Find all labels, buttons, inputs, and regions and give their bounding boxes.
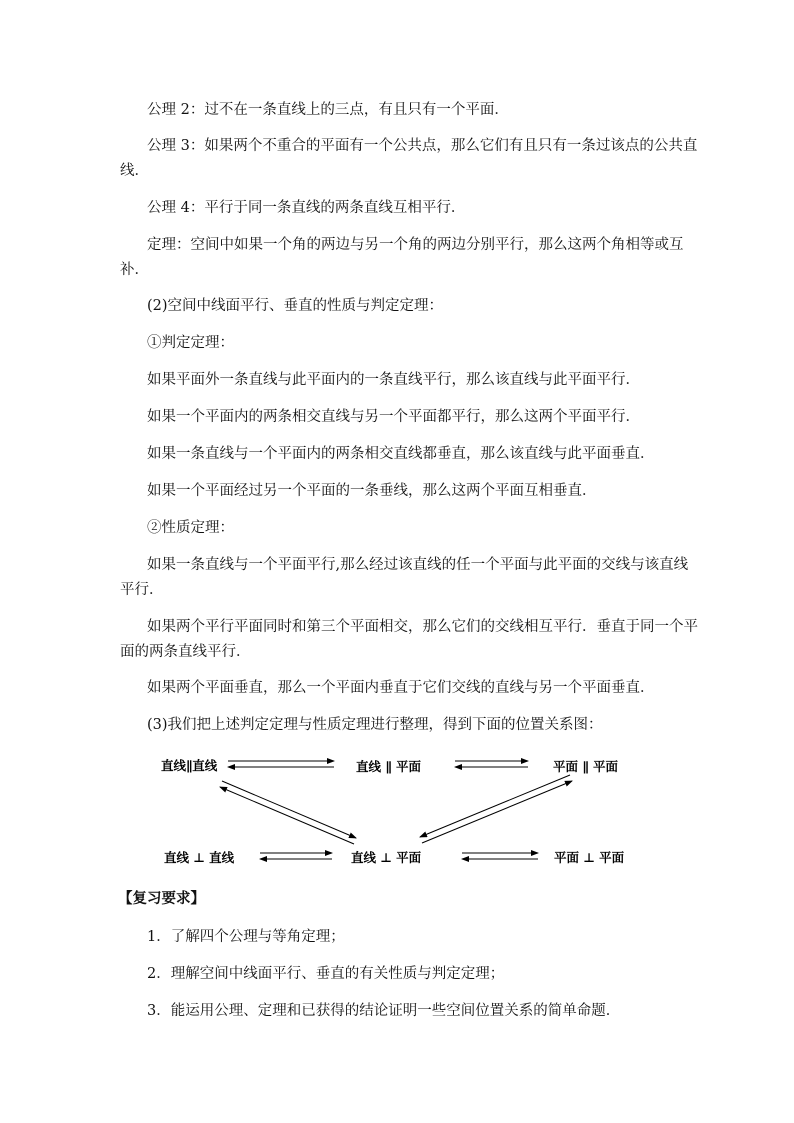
theorem-line-2: 补． [120,262,149,278]
axiom-2: 公理 2：过不在一条直线上的三点，有且只有一个平面． [147,102,509,118]
axiom-4: 公理 4：平行于同一条直线的两条直线互相平行． [147,200,466,216]
judgement-theorems-title: ①判定定理： [147,335,234,351]
axiom-3-line-1: 公理 3：如果两个不重合的平面有一个公共点，那么它们有且只有一条过该点的公共直 [147,138,698,154]
node-plane-perpendicular-plane: 平面 ⊥ 平面 [554,850,625,865]
judgement-3: 如果一条直线与一个平面内的两条相交直线都垂直，那么该直线与此平面垂直． [147,446,655,462]
arrow-pp-to-lperpp [420,775,570,837]
arrow-lperpp-to-pp [422,781,572,843]
judgement-2: 如果一个平面内的两条相交直线与另一个平面都平行，那么这两个平面平行． [147,409,640,425]
relationship-diagram [150,745,650,875]
arrow-lperpp-to-ll [220,787,354,844]
property-1-line-2: 平行． [120,582,164,598]
theorem-line-1: 定理：空间中如果一个角的两边与另一个角的两边分别平行，那么这两个角相等或互 [147,237,684,253]
node-line-parallel-plane: 直线 ∥ 平面 [356,759,421,774]
axiom-3-line-2: 线． [120,163,149,179]
review-item-2: 2．理解空间中线面平行、垂直的有关性质与判定定理； [147,966,505,982]
property-2-line-1: 如果两个平行平面同时和第三个平面相交，那么它们的交线相互平行．垂直于同一个平 [147,619,698,635]
review-requirements-heading: 【复习要求】 [118,891,205,907]
node-line-perpendicular-line: 直线 ⊥ 直线 [164,850,235,865]
node-plane-parallel-plane: 平面 ∥ 平面 [553,759,618,774]
section-3-title: (3)我们把上述判定定理与性质定理进行整理，得到下面的位置关系图： [147,717,603,733]
review-item-1: 1．了解四个公理与等角定理； [147,929,345,945]
review-item-3: 3．能运用公理、定理和已获得的结论证明一些空间位置关系的简单命题． [147,1003,621,1019]
section-2-title: (2)空间中线面平行、垂直的性质与判定定理： [147,298,444,314]
node-line-parallel-line: 直线∥直线 [161,758,218,773]
arrow-ll-to-lperpp [222,781,356,838]
node-line-perpendicular-plane: 直线 ⊥ 平面 [351,850,422,865]
property-3: 如果两个平面垂直，那么一个平面内垂直于它们交线的直线与另一个平面垂直． [147,680,655,696]
property-1-line-1: 如果一条直线与一个平面平行,那么经过该直线的任一个平面与此平面的交线与该直线 [147,557,689,573]
property-2-line-2: 面的两条直线平行． [120,644,251,660]
judgement-4: 如果一个平面经过另一个平面的一条垂线，那么这两个平面互相垂直． [147,483,597,499]
property-theorems-title: ②性质定理： [147,520,234,536]
judgement-1: 如果平面外一条直线与此平面内的一条直线平行，那么该直线与此平面平行． [147,372,640,388]
